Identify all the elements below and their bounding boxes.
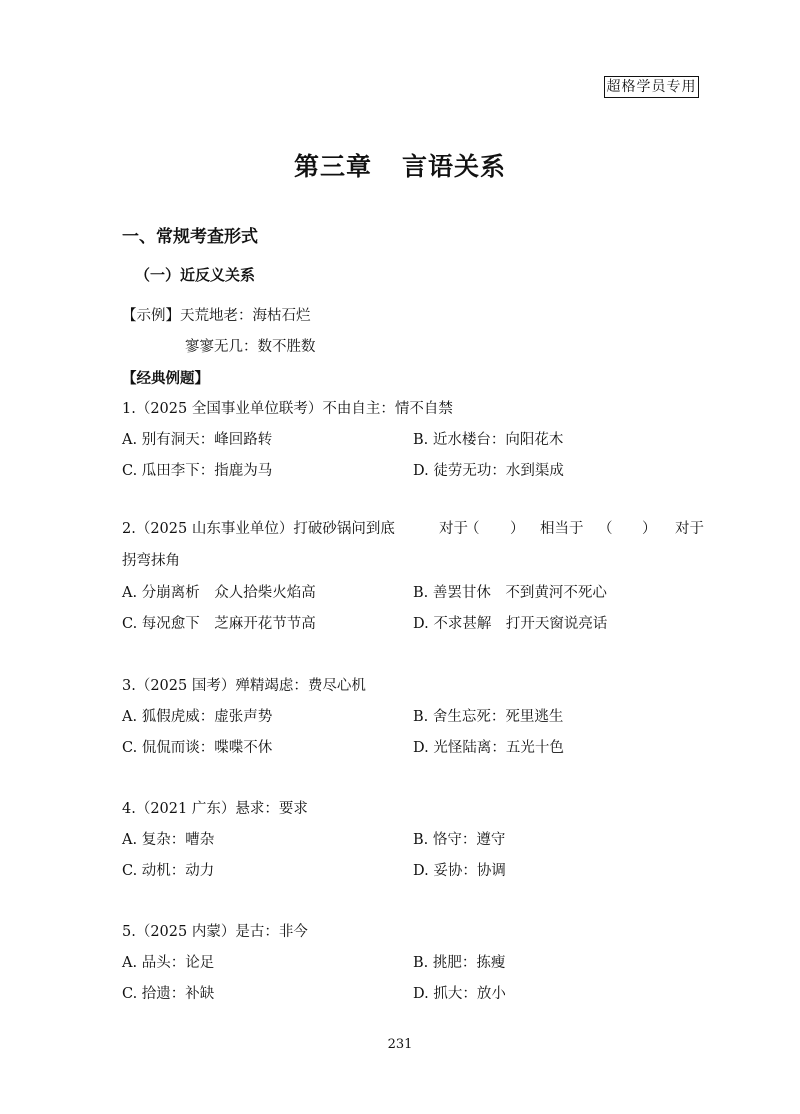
question-2-bracket-close-2: ） (642, 521, 657, 537)
question-2-word-duiyu-2: 对于 (675, 521, 704, 537)
question-1-stem: 1.（2025 全国事业单位联考）不由自主：情不自禁 (122, 401, 453, 417)
question-4-stem: 4.（2021 广东）悬求：要求 (122, 801, 308, 817)
question-5-option-c: C. 拾遗：补缺 (122, 986, 215, 1002)
question-2-stem-line-2: 拐弯抹角 (122, 553, 180, 569)
example-line-2: 寥寥无几：数不胜数 (185, 339, 316, 355)
question-2-option-d: D. 不求甚解 打开天窗说亮话 (413, 616, 608, 632)
question-2-option-c: C. 每况愈下 芝麻开花节节高 (122, 616, 316, 632)
question-2-stem-text: 2.（2025 山东事业单位）打破砂锅问到底 (122, 521, 395, 537)
question-1-option-d: D. 徒劳无功：水到渠成 (413, 463, 564, 479)
question-2-bracket-open-2: （ (598, 521, 613, 537)
question-2-option-a: A. 分崩离析 众人拾柴火焰高 (122, 585, 316, 601)
chapter-title (0, 147, 800, 183)
question-3-stem: 3.（2025 国考）殚精竭虑：费尽心机 (122, 678, 366, 694)
section-heading: 一、常规考查形式 (122, 227, 258, 247)
question-2-word-duiyu-1: 对于 (439, 521, 468, 537)
question-5-option-a: A. 品头：论足 (122, 955, 215, 971)
chapter-number: 第三章 (293, 152, 372, 181)
question-2-stem (122, 517, 704, 539)
question-2-bracket-open-1: （ (465, 521, 480, 537)
question-5-stem: 5.（2025 内蒙）是古：非今 (122, 924, 308, 940)
question-3-option-a: A. 狐假虎威：虚张声势 (122, 709, 273, 725)
question-3-option-c: C. 侃侃而谈：喋喋不休 (122, 740, 273, 756)
question-4-option-a: A. 复杂：嘈杂 (122, 832, 215, 848)
question-1-option-a: A. 别有洞天：峰回路转 (122, 432, 273, 448)
question-4-option-d: D. 妥协：协调 (413, 863, 506, 879)
question-2-word-xiangdangyu: 相当于 (540, 521, 584, 537)
page-number: 231 (387, 1037, 413, 1052)
question-4-option-b: B. 恪守：遵守 (413, 832, 506, 848)
question-2-bracket-close-1: ） (510, 521, 525, 537)
question-3-option-d: D. 光怪陆离：五光十色 (413, 740, 564, 756)
question-5-option-d: D. 抓大：放小 (413, 986, 506, 1002)
question-2-option-b: B. 善罢甘休 不到黄河不死心 (413, 585, 607, 601)
chapter-name: 言语关系 (402, 152, 507, 181)
question-1-option-c: C. 瓜田李下：指鹿为马 (122, 463, 273, 479)
subsection-heading: （一）近反义关系 (135, 266, 256, 284)
classic-examples-label: 【经典例题】 (122, 371, 209, 387)
question-3-option-b: B. 舍生忘死：死里逃生 (413, 709, 564, 725)
question-1-option-b: B. 近水楼台：向阳花木 (413, 432, 564, 448)
example-line-1: 【示例】天荒地老：海枯石烂 (122, 308, 311, 324)
exclusive-badge: 超格学员专用 (604, 76, 699, 98)
question-4-option-c: C. 动机：动力 (122, 863, 215, 879)
question-5-option-b: B. 挑肥：拣瘦 (413, 955, 506, 971)
